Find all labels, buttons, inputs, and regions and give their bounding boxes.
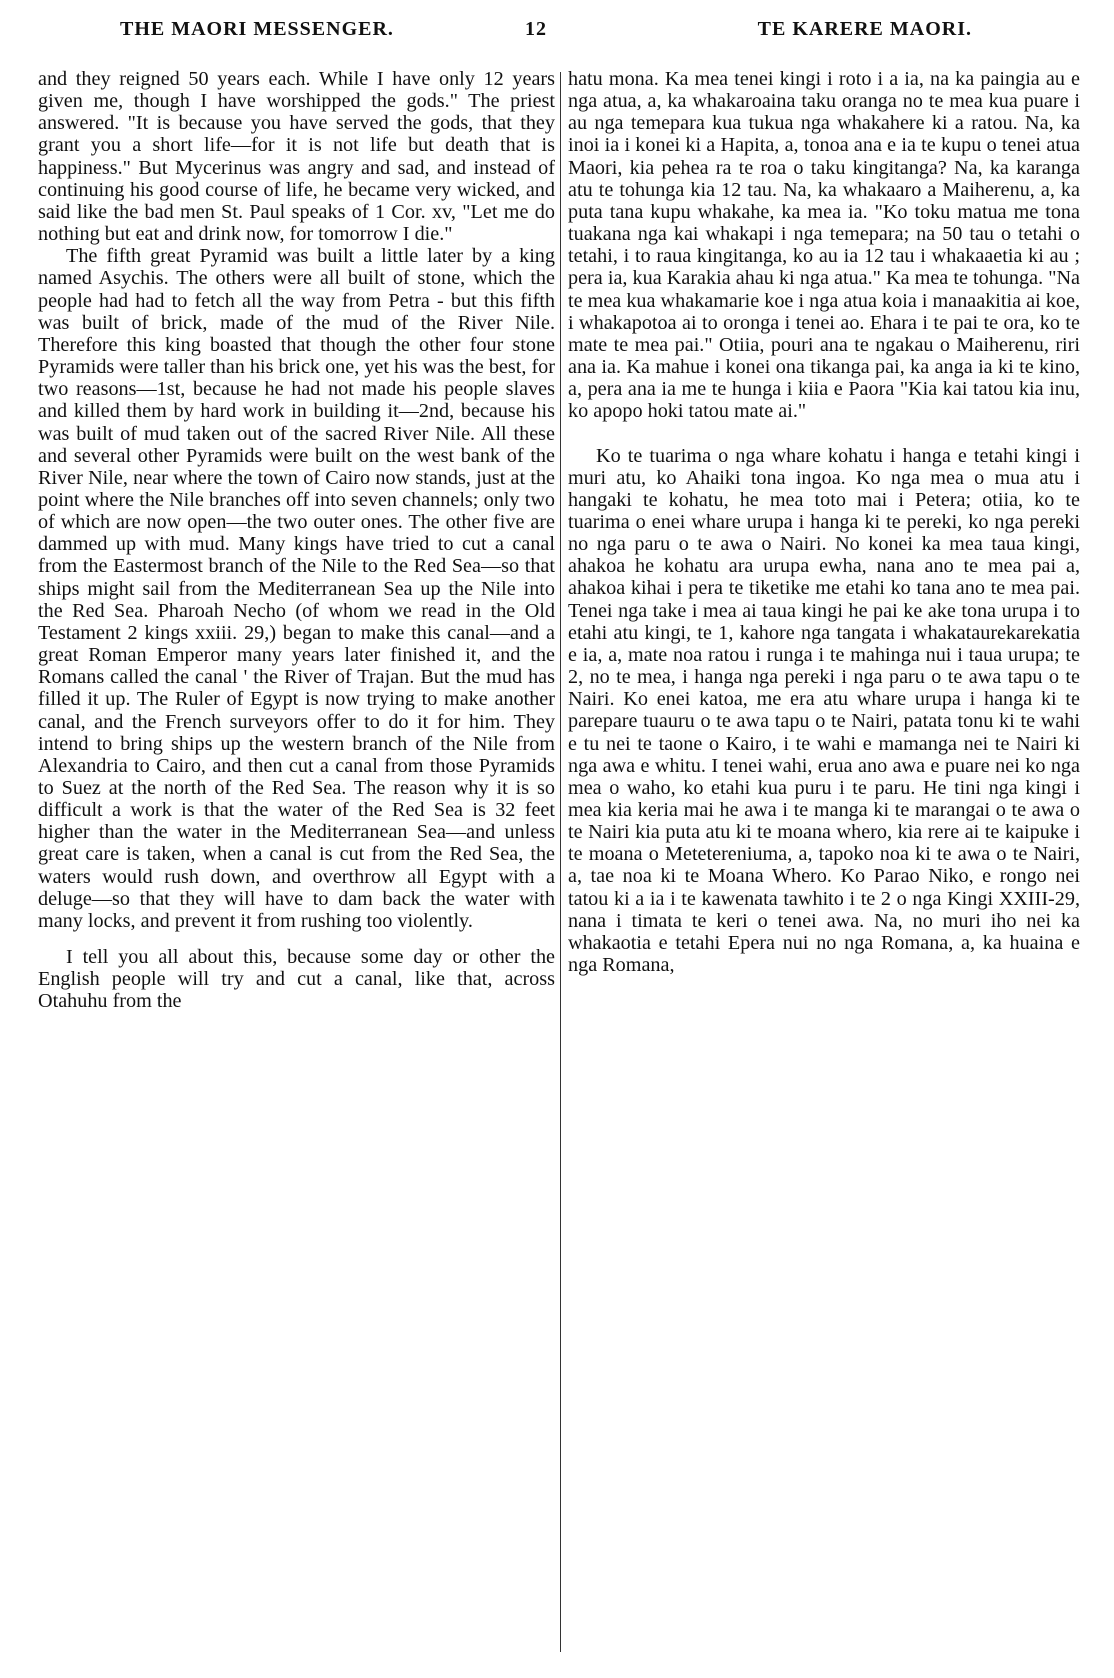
english-column — [38, 68, 555, 1013]
page-header — [120, 18, 972, 52]
maori-column — [568, 68, 1080, 976]
english-paragraph-1: and they reigned 50 years each. While I have only 12 years given me, though I have worshipped the gods." The priest answered. "It is because you have served the gods, that they grant you a short life—for it is not life but death that is happiness." But Mycerinus was angry and sad, and instead of continuing his good course of life, he became very wicked, and said like the bad men St. Paul speaks of 1 Cor. xv, "Let me do nothing but eat and drink now, for tomorrow I die." — [38, 68, 555, 246]
maori-paragraph-2: Ko te tuarima o nga whare kohatu i hanga e tetahi kingi i muri atu, ko Ahaiki tona ingoa. Ko nga mea o mua atu i hangaki te kohatu, he mea toto mai i Petera; otiia, ko te tuarima o enei whare urupa i hanga ki te pereki, ko nga pereki no nga paru o te awa o Nairi. No konei ka mea taua kingi, ahakoa he kohatu ara urupa ewha, nana ano te mea pai a, ahakoa kihai i pera te tiketike me etahi ko tana ano te mea pai. Tenei nga take i mea ai taua kingi he pai ke ake tona urupa i to etahi atu kingi, te 1, kahore nga tangata i whakataurekarekatia e ia, a, mate noa ratou i runga i te mahinga nui i taua urupa; te 2, no te mea, i hanga nga pereki i nga paru o te awa tapu o te Nairi. Ko enei katoa, me era atu whare urupa i hanga ki te parepare tuauru o te awa tapu o te Nairi, patata tonu ki te wahi e tu nei te taone o Kairo, i te wahi e mamanga nei te Nairi ki nga awa e whitu. I tenei wahi, erua ano awa e puare nei ko nga mea o waho, ko etahi kua puru i te paru. He tini nga kingi i mea kia keria mai he awa i te manga ki te marangai o te awa o te Nairi kia puta atu ki te moana whero, kia rere ai te kaipuke i te moana o Metetereniuma, a, tapoko noa ki te awa o te Nairi, a, tae noa ki te Moana Whero. Ko Parao Niko, e rongo nei tatou ki a ia i te kawenata tawhito i te 2 o nga Kingi XXIII-29, nana i timata te keri o tenei awa. Na, no muri iho nei ka whakaotia e tetahi Epera nui no nga Romana, a, ka huaina e nga Romana, — [568, 444, 1080, 977]
header-title-english: THE MAORI MESSENGER. — [120, 18, 394, 40]
column-divider — [560, 72, 561, 1652]
page-number: 12 — [525, 18, 547, 40]
english-paragraph-2: The fifth great Pyramid was built a little later by a king named Asychis. The others were all built of stone, which the people had had to fetch all the way from Petra - but this fifth was built of brick, made of the mud of the River Nile. Therefore this king boasted that though the other four stone Pyramids were taller than his brick one, yet his was the best, for two reasons—1st, because he had not made his people slaves and killed them by hard work in building it—2nd, because his was built of mud taken out of the sacred River Nile. All these and several other Pyramids were built on the west bank of the River Nile, near where the town of Cairo now stands, just at the point where the Nile branches off into seven channels; only two of which are now open—the two outer ones. The other five are dammed up with mud. Many kings have tried to cut a canal from the Eastermost branch of the Nile to the Red Sea—so that ships might sail from the Mediterranean Sea up the Nile into the Red Sea. Pharoah Necho (of whom we read in the Old Testament 2 kings xxiii. 29,) began to make this canal—and a great Roman Emperor many years later finished it, and the Romans called the canal ' the River of Trajan. But the mud has filled it up. The Ruler of Egypt is now trying to make another canal, and the French surveyors offer to do it for him. They intend to bring ships up the western branch of the Nile from Alexandria to Cairo, and then cut a canal from those Pyramids to Suez at the north of the Red Sea. The reason why it is so difficult a work is that the water of the Red Sea is 32 feet higher than the water in the Mediterranean Sea—and unless great care is taken, when a canal is cut from the Red Sea, the waters would rush down, and overthrow all Egypt with a deluge—so that they will have to dam back the water with many locks, and prevent it from rushing too violently. — [38, 245, 555, 932]
english-paragraph-3: I tell you all about this, because some day or other the English people will try and cut a canal, like that, across Otahuhu from the — [38, 946, 555, 1013]
maori-paragraph-1: hatu mona. Ka mea tenei kingi i roto i a ia, na ka paingia au e nga atua, a, ka whakaroaina taku oranga no te mea kua puare i au nga temepara kua tukua nga whakahere ki a ratou. Na, ka inoi ia i konei ki a Hapita, a, tonoa ana e ia te kupu o tenei atua Maori, kia pehea ra te roa o taku kingitanga? Na, ka karanga atu te tohunga kia 12 tau. Na, ka whakaaro a Maiherenu, a, ka puta tana kupu whakahe, ka mea ia. "Ko toku matua me tona tuakana nga kai whakapi i nga temepara; na 50 tau o tetahi o tetahi, i to raua kingitanga, ko au ia 12 tau i whakaaetia ki au ; pera ia, kua Karakia ahau ki nga atua." Ka mea te tohunga. "Na te mea kua whakamarie koe i nga atua koia i manaakitia ai koe, i whakapotoa ai to oronga i tenei ao. Ehara i te pai te ora, ko te mate te mea pai." Otiia, pouri ana te ngakau o Maiherenu, riri ana ia. Ka mahue i konei ona tikanga pai, ka anga ia ki te kino, a, pera ana ia me te hunga i kiia e Paora "Kia kai tatou kia inu, ko apopo hoki tatou mate ai." — [568, 68, 1080, 423]
header-title-maori: TE KARERE MAORI. — [757, 18, 972, 40]
